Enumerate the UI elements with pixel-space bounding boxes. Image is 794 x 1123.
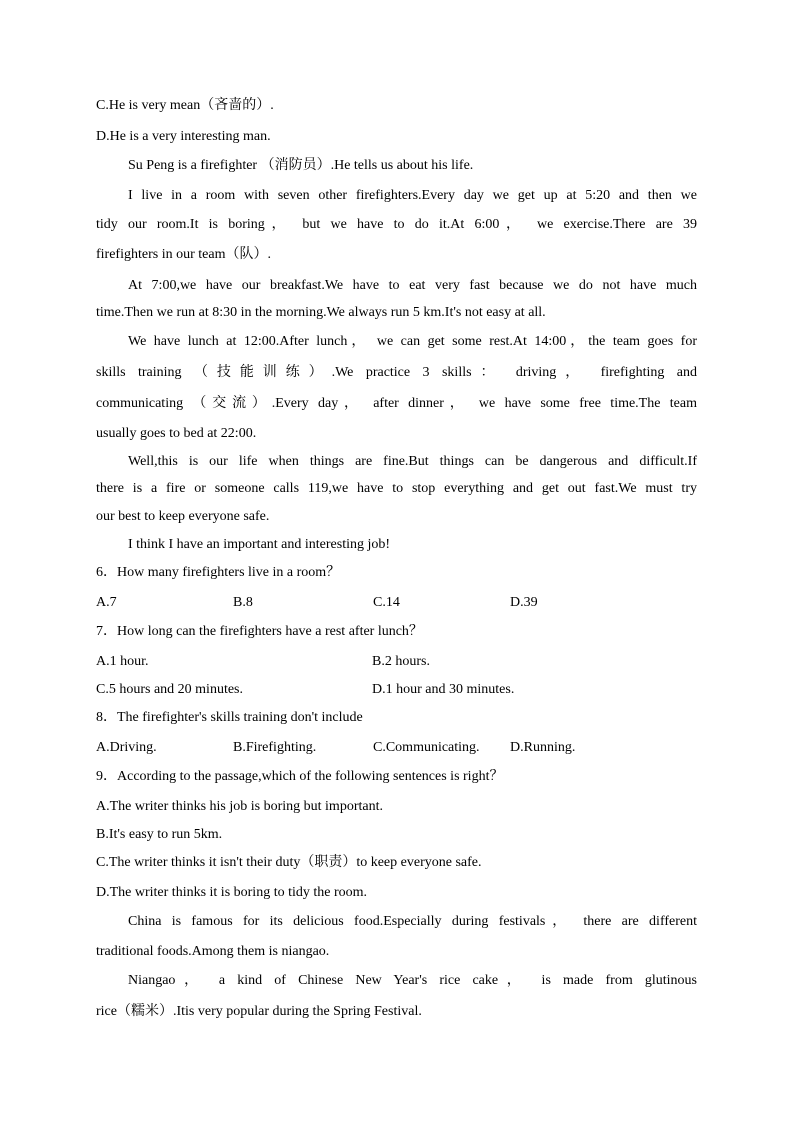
option-7b: B.2 hours. xyxy=(372,654,430,669)
option-6c: C.14 xyxy=(373,595,400,610)
question-7: 7．How long can the firefighters have a rest after lunch？ xyxy=(96,624,423,639)
question-9: 9．According to the passage,which of the following sentences is right？ xyxy=(96,769,504,784)
question-8: 8．The firefighter's skills training don't include xyxy=(96,710,363,725)
passage-line: firefighters in our team（队）. xyxy=(96,247,271,262)
passage-line: skills training （技能训练）.We practice 3 skills： driving， firefighting and xyxy=(96,365,697,380)
passage-line: I live in a room with seven other firefighters.Every day we get up at 5:20 and then we xyxy=(128,188,697,203)
option-line: C.He is very mean（吝啬的）. xyxy=(96,98,274,113)
option-6d: D.39 xyxy=(510,595,538,610)
passage-line: Well,this is our life when things are fine.But things can be dangerous and difficult.If xyxy=(128,454,697,469)
passage-line: Niangao， a kind of Chinese New Year's rice cake， is made from glutinous xyxy=(128,973,697,988)
passage-line: Su Peng is a firefighter （消防员）.He tells us about his life. xyxy=(128,158,474,173)
option-6a: A.7 xyxy=(96,595,117,610)
option-7a: A.1 hour. xyxy=(96,654,149,669)
option-9d: D.The writer thinks it is boring to tidy the room. xyxy=(96,885,368,900)
option-8d: D.Running. xyxy=(510,740,576,755)
option-8b: B.Firefighting. xyxy=(233,740,317,755)
passage-line: traditional foods.Among them is niangao. xyxy=(96,944,330,959)
option-9b: B.It's easy to run 5km. xyxy=(96,827,223,842)
passage-line: communicating （交流）.Every day， after dinner， we have some free time.The team xyxy=(96,396,697,411)
passage-line: time.Then we run at 8:30 in the morning.We always run 5 km.It's not easy at all. xyxy=(96,305,546,320)
passage-line: rice（糯米）.Itis very popular during the Spring Festival. xyxy=(96,1004,422,1019)
passage-line: usually goes to bed at 22:00. xyxy=(96,426,257,441)
option-8c: C.Communicating. xyxy=(373,740,480,755)
option-9a: A.The writer thinks his job is boring but important. xyxy=(96,799,383,814)
passage-line: China is famous for its delicious food.Especially during festivals， there are different xyxy=(128,914,697,929)
option-line: D.He is a very interesting man. xyxy=(96,129,271,144)
option-6b: B.8 xyxy=(233,595,253,610)
option-7d: D.1 hour and 30 minutes. xyxy=(372,682,515,697)
option-7c: C.5 hours and 20 minutes. xyxy=(96,682,243,697)
option-9c: C.The writer thinks it isn't their duty（职责）to keep everyone safe. xyxy=(96,855,482,870)
question-6: 6．How many firefighters live in a room？ xyxy=(96,565,341,580)
passage-line: our best to keep everyone safe. xyxy=(96,509,270,524)
option-8a: A.Driving. xyxy=(96,740,157,755)
passage-line: there is a fire or someone calls 119,we have to stop everything and get out fast.We must try xyxy=(96,481,697,496)
passage-line: I think I have an important and interesting job! xyxy=(128,537,391,552)
passage-line: tidy our room.It is boring， but we have to do it.At 6:00， we exercise.There are 39 xyxy=(96,217,697,232)
passage-line: We have lunch at 12:00.After lunch， we can get some rest.At 14:00，the team goes for xyxy=(128,334,697,349)
passage-line: At 7:00,we have our breakfast.We have to eat very fast because we do not have much xyxy=(128,278,697,293)
